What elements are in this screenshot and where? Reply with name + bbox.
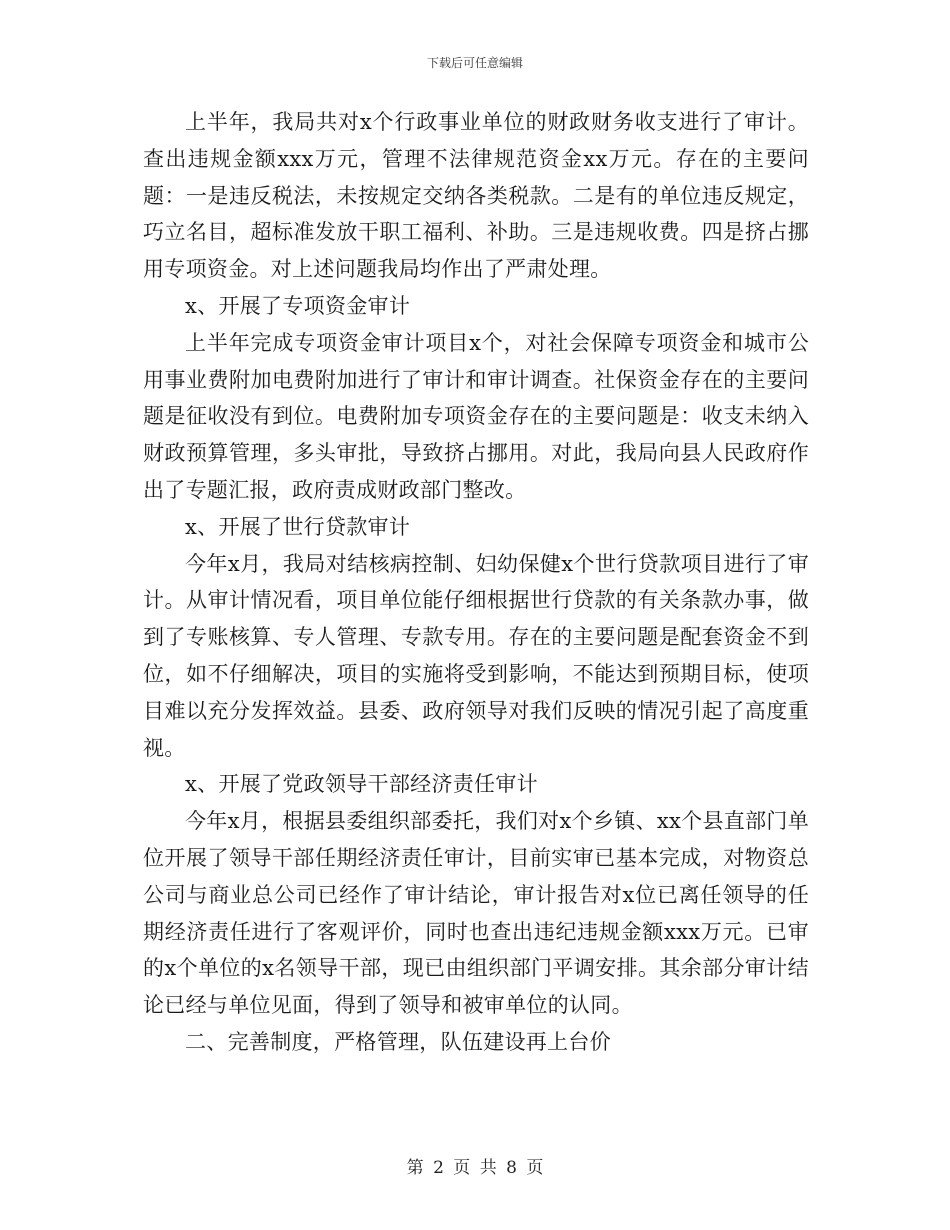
page-footer: 第 2 页 共 8 页 xyxy=(406,1158,544,1178)
heading-world-bank-audit: x、开展了世行贷款审计 xyxy=(185,514,411,539)
paragraph-audit-summary: 上半年，我局共对x个行政事业单位的财政财务收支进行了审计。查出违规金额xxx万元，管理不法律规范资金xx万元。存在的主要问题：一是违反税法，未按规定交纳各类税款。二是有的单位违反规定，巧立名目，超标准发放干职工福利、补助。三是违规收费。四是挤占挪用专项资金。对上述问题我局均作出了严肃处理。 xyxy=(143,110,809,282)
heading-leader-responsibility-audit: x、开展了党政领导干部经济责任审计 xyxy=(185,772,538,797)
document-body xyxy=(143,104,809,1061)
heading-special-funds-audit: x、开展了专项资金审计 xyxy=(185,293,411,318)
heading-section-two: 二、完善制度，严格管理，队伍建设再上台价 xyxy=(185,1029,611,1054)
paragraph-world-bank: 今年x月，我局对结核病控制、妇幼保健x个世行贷款项目进行了审计。从审计情况看，项目单位能仔细根据世行贷款的有关条款办事，做到了专账核算、专人管理、专款专用。存在的主要问题是配套资金不到位，如不仔细解决，项目的实施将受到影响，不能达到预期目标，使项目难以充分发挥效益。县委、政府领导对我们反映的情况引起了高度重视。 xyxy=(143,551,809,760)
page-header: 下载后可任意编辑 xyxy=(426,56,523,70)
paragraph-leader-responsibility: 今年x月，根据县委组织部委托，我们对x个乡镇、xx个县直部门单位开展了领导干部任期经济责任审计，目前实审已基本完成，对物资总公司与商业总公司已经作了审计结论，审计报告对x位已离任领导的任期经济责任进行了客观评价，同时也查出违纪违规金额xxx万元。已审的x个单位的x名领导干部，现已由组织部门平调安排。其余部分审计结论已经与单位见面，得到了领导和被审单位的认同。 xyxy=(143,809,809,1018)
paragraph-special-funds: 上半年完成专项资金审计项目x个，对社会保障专项资金和城市公用事业费附加电费附加进行了审计和审计调查。社保资金存在的主要问题是征收没有到位。电费附加专项资金存在的主要问题是：收支未纳入财政预算管理，多头审批，导致挤占挪用。对此，我局向县人民政府作出了专题汇报，政府责成财政部门整改。 xyxy=(143,330,809,502)
